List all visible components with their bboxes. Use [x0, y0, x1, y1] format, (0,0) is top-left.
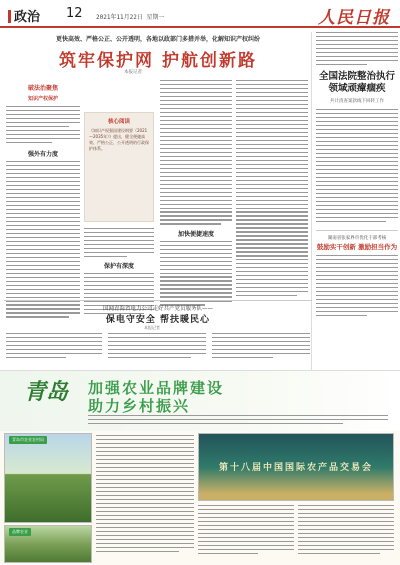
column-1-subhead: 破法治聚焦: [27, 85, 58, 92]
column-2-subhead: 保护有深度: [103, 263, 134, 271]
publication-date: 2021年11月22日 星期一: [96, 14, 165, 21]
feature-body-2: [198, 505, 294, 554]
page-number: 12: [66, 6, 83, 21]
section-name: 政治: [14, 10, 41, 25]
column-3-body-2: [160, 241, 232, 306]
column-2-body: [84, 228, 154, 257]
mid-story-body-1: [6, 333, 102, 358]
newspaper-logo: 人民日报: [318, 8, 390, 28]
column-1-subhead-3: 强外有力度: [27, 151, 58, 159]
feature-body-1: [96, 435, 194, 552]
sidebar-body: [316, 255, 398, 316]
section-label: [8, 6, 40, 25]
core-reading-body: 《知识产权强国建设纲要（2021—2035年）》提出，健全便捷高效、严格公正、公开透明的行政保护体系。: [89, 128, 149, 151]
article-column-4: [236, 80, 308, 296]
column-4-body: [236, 80, 308, 296]
mid-story-kicker: 国网青海省电力公司走好共产党员服务队——: [102, 306, 213, 312]
right-column: [316, 32, 398, 377]
expo-banner-text: 第十八届中国国际农产品交易会: [219, 463, 374, 473]
article-column-1: [6, 80, 80, 318]
column-3-subhead: 加快便捷速度: [177, 230, 214, 238]
right-column-body: [316, 109, 398, 222]
masthead: [0, 0, 400, 28]
column-3-body: [160, 80, 232, 225]
feature-section: [0, 370, 400, 565]
mid-story-byline: 本报记者: [144, 325, 160, 330]
section-bar-icon: [8, 10, 11, 23]
sidebar-headline: 鼓励实干创新 激励担当作为: [316, 242, 398, 251]
core-reading-box: [84, 112, 154, 222]
feature-intro: [88, 415, 388, 424]
feature-body-3: [298, 505, 394, 554]
field-photo: [4, 433, 92, 523]
field-photo-2: [4, 525, 92, 563]
photo-caption-2: 品牌农业: [9, 528, 31, 536]
mid-story: [4, 300, 312, 362]
column-1-body-2: [6, 161, 80, 318]
photo-caption-1: 青岛市农业农村局: [9, 436, 47, 444]
mid-story-body-2: [108, 333, 206, 358]
column-1-body: [6, 106, 80, 143]
feature-headline-2: 助力乡村振兴: [88, 397, 191, 415]
expo-photo: [198, 433, 394, 501]
article-column-3: [160, 80, 232, 306]
mid-story-headline: 保电守安全 帮扶暖民心: [105, 315, 211, 325]
top-story-byline: 本报记者: [124, 70, 142, 75]
feature-banner: [0, 371, 400, 431]
core-reading-title: 核心阅读: [107, 119, 130, 125]
right-column-body-top: [316, 32, 398, 65]
top-story-kicker: 更快高效、严格公正、公开透明，各地以政部门多措并举，化解知识产权纠纷: [55, 36, 260, 43]
right-column-headline: 全国法院整治执行领域顽瘴痼疾: [318, 71, 395, 95]
mid-story-body-3: [212, 333, 310, 358]
sidebar-kicker: 湖南省张家界市优化干部考核: [327, 235, 387, 241]
feature-headline-1: 加强农业品牌建设: [88, 379, 225, 397]
sidebar-article: [316, 230, 398, 316]
right-column-subheadline: 共计清查案款线下回转工作: [330, 99, 384, 105]
column-1-subhead-2: 知识产权保护: [27, 96, 58, 102]
top-story-headline: 筑牢保护网 护航创新路: [59, 51, 257, 71]
feature-city-mark: 青岛: [24, 379, 69, 405]
